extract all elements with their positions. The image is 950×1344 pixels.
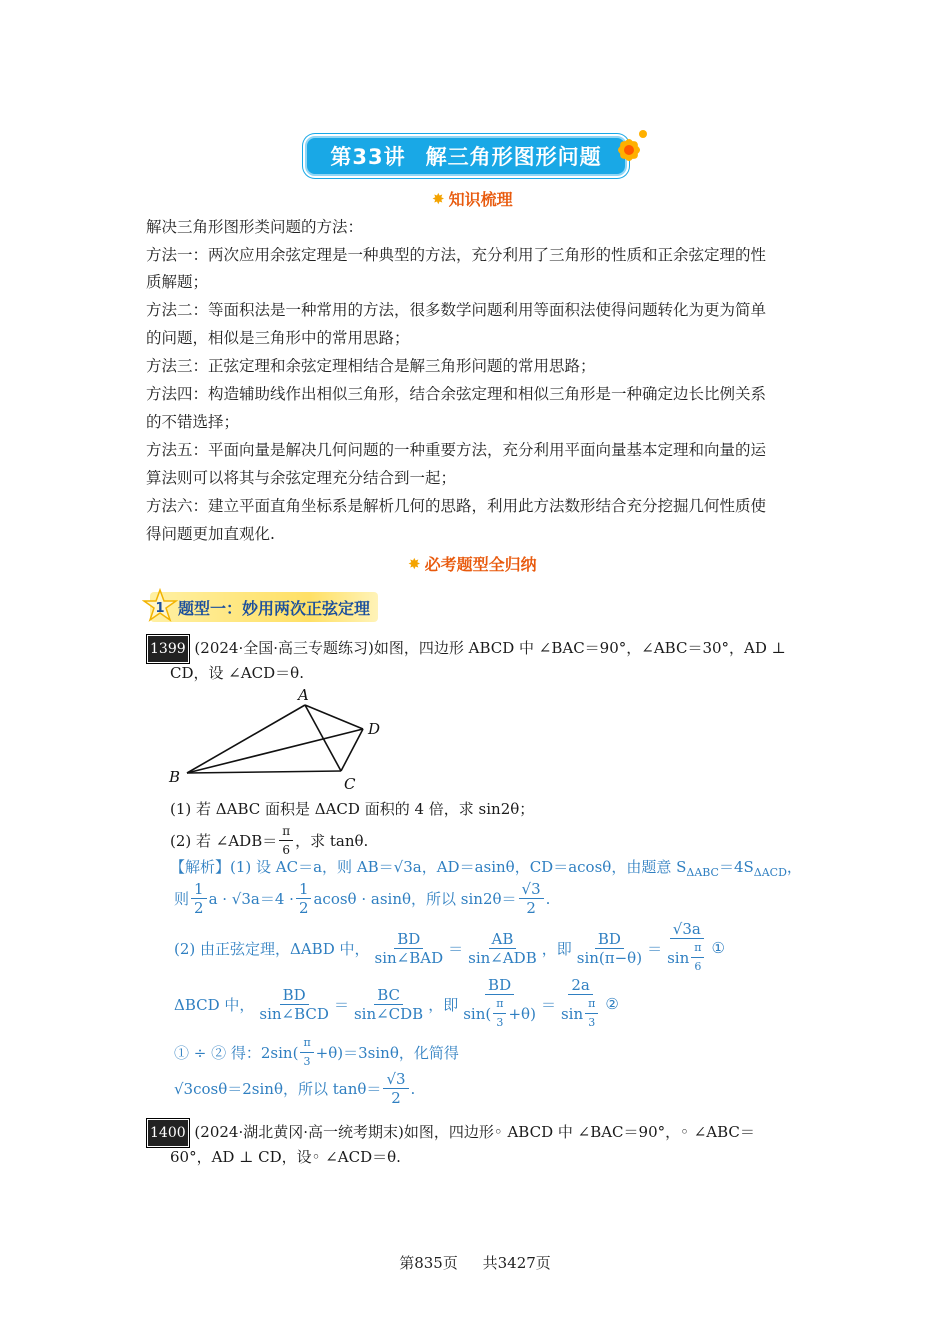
frac-num: BC [374,986,403,1005]
fraction-bd-sinpitheta [574,930,645,967]
frac-den: 3 [588,1016,596,1029]
edge-ab [187,705,305,773]
frac-den: 2 [526,899,536,917]
methods-intro: 解决三角形图形类问题的方法： [146,218,364,236]
fraction-pi-3 [585,995,598,1032]
question-text: (2024·湖北黄冈·高一统考期末)如图，四边形◦ ABCD 中 ∠BAC＝90°，◦ ∠ABC＝ [194,1123,755,1141]
sol-text: (2) 由正弦定理，ΔABD 中， [174,939,370,958]
sol-text: ，即 [428,995,459,1014]
equals: ＝ [333,995,349,1014]
solution-tag: 【解析】 [170,858,231,876]
part2-text-b: ，求 tanθ. [295,831,369,850]
circle-2: ② [605,995,619,1013]
frac-num: 2a [568,976,593,995]
method-4-line1: 方法四：构造辅助线作出相似三角形，结合余弦定理和相似三角形是一种确定边长比例关系 [146,385,767,403]
solution-line5 [174,1034,459,1071]
frac-num: BD [394,930,423,949]
frac-num: √3 [519,880,544,899]
fraction-sqrt3-2 [383,1070,408,1107]
title-banner [305,136,627,176]
fraction-1-2 [296,880,312,917]
frac-num: π [585,995,598,1014]
label-c: C [344,775,356,793]
page-footer [0,1252,950,1273]
method-6-line2: 得问题更加直观化. [146,525,275,543]
frac-den: 2 [194,899,204,917]
question-number: 1399 [146,634,190,664]
type-label: 题型一：妙用两次正弦定理 [178,599,371,618]
fraction-sqrt3a-sinpi6 [664,920,709,976]
edge-bd [187,729,363,773]
frac-den: sin∠BCD [259,1004,329,1023]
frac-den: 6 [694,960,702,973]
sol-text: ΔBCD 中， [174,995,255,1014]
method-3: 方法三：正弦定理和余弦定理相结合是解三角形问题的常用思路； [146,357,596,375]
method-2-line1: 方法二：等面积法是一种常用的方法，很多数学问题利用等面积法使得问题转化为更为简单 [146,301,767,319]
sol-text: (1) 设 AC＝a，则 AB＝√3a，AD＝asinθ，CD＝acosθ，由题意 S [230,858,687,876]
sin-text: sin( [463,1004,492,1023]
sol-text: √3cosθ＝2sinθ，所以 tanθ＝ [174,1080,382,1098]
sol-text: ，即 [541,939,572,958]
question-1399-line2: CD，设 ∠ACD＝θ. [170,664,304,682]
frac-num: √3a [670,920,704,939]
sin-text: +θ) [508,1004,536,1023]
frac-den: 2 [391,1089,401,1107]
section-knowledge-label: 知识梳理 [448,190,513,209]
frac-num: 1 [191,880,207,899]
sol-text: ① ÷ ② 得：2sin( [174,1044,299,1062]
fraction-pi-3 [300,1034,313,1071]
sun-icon: ✸ [408,554,421,573]
question-1399-part1: (1) 若 ΔABC 面积是 ΔACD 面积的 4 倍，求 sin2θ； [170,800,535,818]
fraction-1-2 [191,880,207,917]
fraction-ab-sinadb [465,930,540,967]
sol-text: a · √3a＝4 · [208,890,294,908]
frac-num: BD [280,986,309,1005]
method-1-line2: 质解题； [146,273,209,291]
page-total: 共3427页 [482,1254,551,1272]
fraction-bd-sinpi3theta [460,976,539,1032]
solution-line4 [174,976,619,1032]
frac-den: sin∠ADB [468,948,537,967]
sub-abc: ΔABC [686,866,719,879]
frac-den: sin∠CDB [353,1004,424,1023]
sin-text: sin [667,948,690,967]
lecture-number: 第33讲 [330,145,406,169]
star-badge-icon [142,588,178,624]
fraction-bd-sinbad [372,930,447,967]
fraction-2a-sinpi3 [558,976,603,1032]
solution-line3 [174,920,725,976]
frac-den: 3 [303,1055,311,1068]
fraction-pi-6 [691,939,704,976]
page-number: 第835页 [399,1254,458,1272]
part2-text-a: (2) 若 ∠ADB＝ [170,831,278,850]
lecture-topic: 解三角形图形问题 [425,145,602,169]
method-5-line1: 方法五：平面向量是解决几何问题的一种重要方法，充分利用平面向量基本定理和向量的运 [146,441,767,459]
frac-den: sin∠BAD [374,948,444,967]
frac-num: π [493,995,506,1014]
solution-line6 [174,1070,415,1107]
sol-text: . [410,1079,416,1098]
label-d: D [368,720,381,738]
fraction-sqrt3-2 [519,880,544,917]
section-types-label: 必考题型全归纳 [424,555,537,574]
question-1400-line2: 60°，AD ⊥ CD，设◦ ∠ACD＝θ. [170,1148,401,1166]
method-6-line1: 方法六：建立平面直角坐标系是解析几何的思路，利用此方法数形结合充分挖掘几何性质使 [146,497,767,515]
sol-text: 则 [174,890,190,908]
frac-num: BD [485,976,514,995]
label-b: B [169,768,181,786]
fraction-pi-6 [279,822,293,859]
equals: ＝ [647,939,663,958]
fraction-pi-3 [493,995,506,1032]
frac-den: sin(π−θ) [576,948,643,967]
sun-icon: ✸ [432,189,445,208]
section-knowledge [432,187,513,210]
sub-acd: ΔACD [753,866,787,879]
edge-ac [305,705,341,771]
sol-text: ， [786,858,802,876]
sol-text: acosθ · asinθ，所以 sin2θ＝ [313,890,517,908]
sol-text: +θ)＝3sinθ，化简得 [315,1044,459,1062]
frac-den [460,995,539,1032]
section-types [408,552,537,575]
sin-text: sin [560,1004,584,1023]
frac-num: π [279,822,293,841]
edge-bc [187,771,341,773]
frac-num: π [691,939,704,958]
flower-icon [605,128,651,174]
question-text: (2024·全国·高三专题练习)如图，四边形 ABCD 中 ∠BAC＝90°，∠ABC＝30°，AD ⊥ [194,639,786,657]
equals: ＝ [448,939,464,958]
type-badge-number: 1 [155,601,165,616]
frac-den: 6 [282,843,290,857]
sol-text: . [545,889,551,908]
frac-den [558,995,603,1032]
equals: ＝ [540,995,556,1014]
question-number: 1400 [146,1118,190,1148]
frac-num: √3 [383,1070,408,1089]
fraction-bd-sinbcd [256,986,332,1023]
solution-line1 [170,856,802,879]
method-1-line1: 方法一：两次应用余弦定理是一种典型的方法，充分利用了三角形的性质和正余弦定理的性 [146,246,767,264]
method-5-line2: 算法则可以将其与余弦定理充分结合到一起； [146,469,457,487]
frac-den: 2 [298,899,309,917]
frac-num: 1 [296,880,312,899]
question-1399-part2 [170,822,368,859]
method-4-line2: 的不错选择； [146,413,240,431]
frac-num: AB [489,930,517,949]
frac-den [664,939,709,976]
frac-num: π [300,1034,313,1053]
sol-text: ＝4S [718,858,754,876]
method-2-line2: 的问题，相似是三角形中的常用思路； [146,329,410,347]
solution-line2 [174,880,550,917]
frac-den: 3 [496,1016,504,1029]
edge-ad [305,705,363,729]
label-a: A [298,686,309,704]
quadrilateral-figure [165,685,395,795]
fraction-bc-sincdb [351,986,426,1023]
edge-cd [341,729,363,771]
frac-num: BD [595,930,624,949]
circle-1: ① [711,939,725,957]
